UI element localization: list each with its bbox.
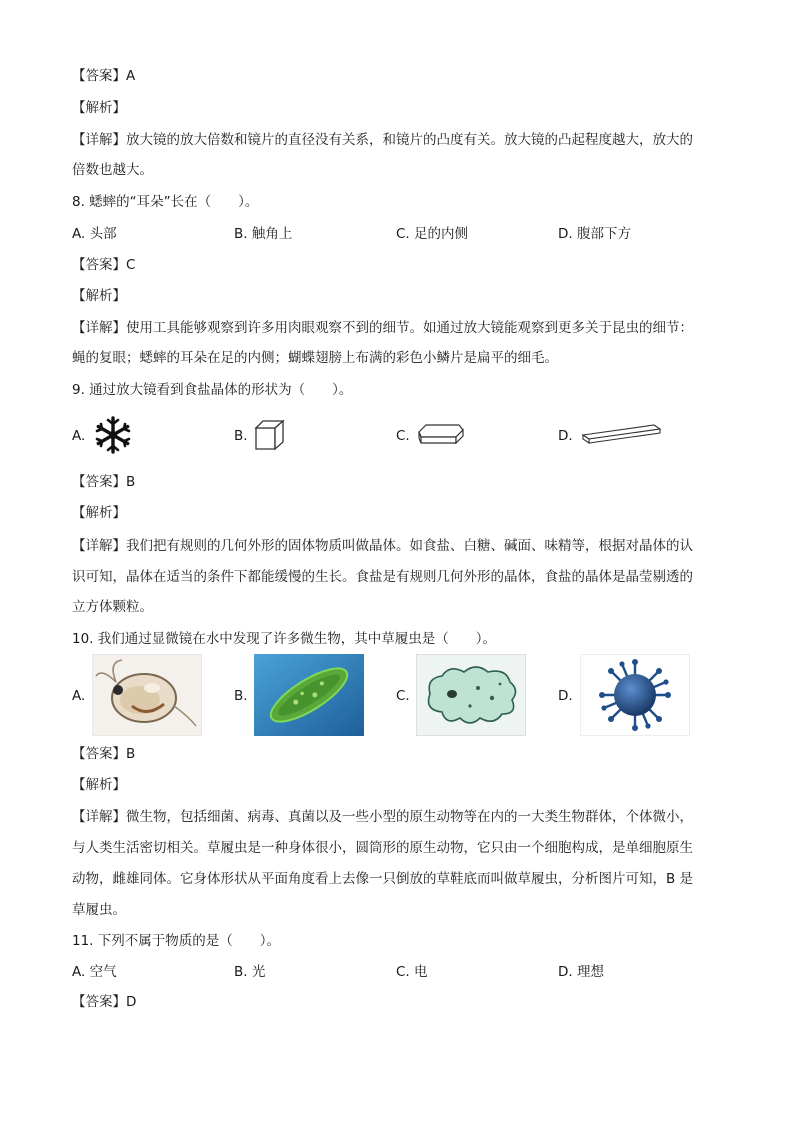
amoeba-image xyxy=(416,654,526,736)
q10-detail-line1 xyxy=(72,807,693,827)
q8-option-a: A. 头部 xyxy=(72,226,117,242)
q8-detail-line2: 蝇的复眼；蟋蟀的耳朵在足的内侧；蝴蝶翅膀上布满的彩色小鳞片是扁平的细毛。 xyxy=(72,350,558,366)
detail-tag: 【详解】 xyxy=(72,132,126,148)
q8-option-c: C. 足的内侧 xyxy=(396,226,469,242)
detail-tag: 【详解】 xyxy=(72,320,126,336)
answer-value: B xyxy=(126,474,136,490)
answer-value: A xyxy=(126,68,136,84)
q8-option-b: B. 触角上 xyxy=(234,226,293,242)
q10-option-b-label: B. xyxy=(234,688,248,704)
answer-value: D xyxy=(126,994,137,1010)
answer-tag: 【答案】 xyxy=(72,746,126,762)
answer-tag: 【答案】 xyxy=(72,68,126,84)
q8-option-d: D. 腹部下方 xyxy=(558,226,631,242)
snowflake-icon xyxy=(94,416,132,454)
q8-analysis-tag: 【解析】 xyxy=(72,288,126,304)
q11-answer-line xyxy=(72,992,136,1012)
detail-tag: 【详解】 xyxy=(72,538,126,554)
detail-text: 我们把有规则的几何外形的固体物质叫做晶体。如食盐、白糖、碱面、味精等，根据对晶体的认 xyxy=(126,538,693,554)
q10-question: 10. 我们通过显微镜在水中发现了许多微生物，其中草履虫是（ ）。 xyxy=(72,631,497,647)
cube-icon xyxy=(253,418,287,452)
q10-option-d-label: D. xyxy=(558,688,573,704)
q10-answer-line xyxy=(72,744,135,764)
q8-question: 8. 蟋蟀的“耳朵”长在（ ）。 xyxy=(72,194,259,210)
q11-option-b: B. 光 xyxy=(234,964,266,980)
q10-option-c-label: C. xyxy=(396,688,410,704)
detail-tag: 【详解】 xyxy=(72,809,126,825)
detail-text: 使用工具能够观察到许多用肉眼观察不到的细节。如通过放大镜能观察到更多关于昆虫的细节： xyxy=(126,320,693,336)
q9-question: 9. 通过放大镜看到食盐晶体的形状为（ ）。 xyxy=(72,382,353,398)
long-prism-icon xyxy=(580,422,664,444)
q9-option-b-label: B. xyxy=(234,428,248,444)
q9-detail-line2: 识可知，晶体在适当的条件下都能缓慢的生长。食盐是有规则几何外形的晶体，食盐的晶体是晶莹剔透的 xyxy=(72,569,693,585)
answer-value: B xyxy=(126,746,136,762)
answer-value: C xyxy=(126,257,136,273)
detail-text: 微生物，包括细菌、病毒、真菌以及一些小型的原生动物等在内的一大类生物群体，个体微小， xyxy=(126,809,693,825)
q7-detail-line2: 倍数也越大。 xyxy=(72,162,153,178)
virus-image xyxy=(580,654,690,736)
q9-option-a-label: A. xyxy=(72,428,86,444)
q9-analysis-tag: 【解析】 xyxy=(72,505,126,521)
q7-detail-line1 xyxy=(72,130,693,150)
q9-answer-line xyxy=(72,472,135,492)
answer-tag: 【答案】 xyxy=(72,994,126,1010)
q9-detail-line3: 立方体颗粒。 xyxy=(72,599,153,615)
answer-tag: 【答案】 xyxy=(72,257,126,273)
q8-detail-line1 xyxy=(72,318,693,338)
flat-prism-icon xyxy=(416,420,466,446)
q11-option-a: A. 空气 xyxy=(72,964,117,980)
q11-option-d: D. 理想 xyxy=(558,964,604,980)
paramecium-image xyxy=(254,654,364,736)
q11-option-c: C. 电 xyxy=(396,964,428,980)
q7-answer-line xyxy=(72,66,135,86)
q7-analysis-tag: 【解析】 xyxy=(72,100,126,116)
q10-analysis-tag: 【解析】 xyxy=(72,777,126,793)
q9-option-c-label: C. xyxy=(396,428,410,444)
q10-option-a-label: A. xyxy=(72,688,86,704)
q8-answer-line xyxy=(72,255,135,275)
water-flea-image xyxy=(92,654,202,736)
q10-detail-line3: 动物，雌雄同体。它身体形状从平面角度看上去像一只倒放的草鞋底而叫做草履虫，分析图片可知，B 是 xyxy=(72,871,694,887)
q10-detail-line2: 与人类生活密切相关。草履虫是一种身体很小，圆筒形的原生动物，它只由一个细胞构成，是单细胞原生 xyxy=(72,840,693,856)
answer-tag: 【答案】 xyxy=(72,474,126,490)
q9-option-d-label: D. xyxy=(558,428,573,444)
detail-text: 放大镜的放大倍数和镜片的直径没有关系，和镜片的凸度有关。放大镜的凸起程度越大，放大的 xyxy=(126,132,693,148)
q9-detail-line1 xyxy=(72,536,693,556)
q10-detail-line4: 草履虫。 xyxy=(72,902,126,918)
q11-question: 11. 下列不属于物质的是（ ）。 xyxy=(72,933,281,949)
